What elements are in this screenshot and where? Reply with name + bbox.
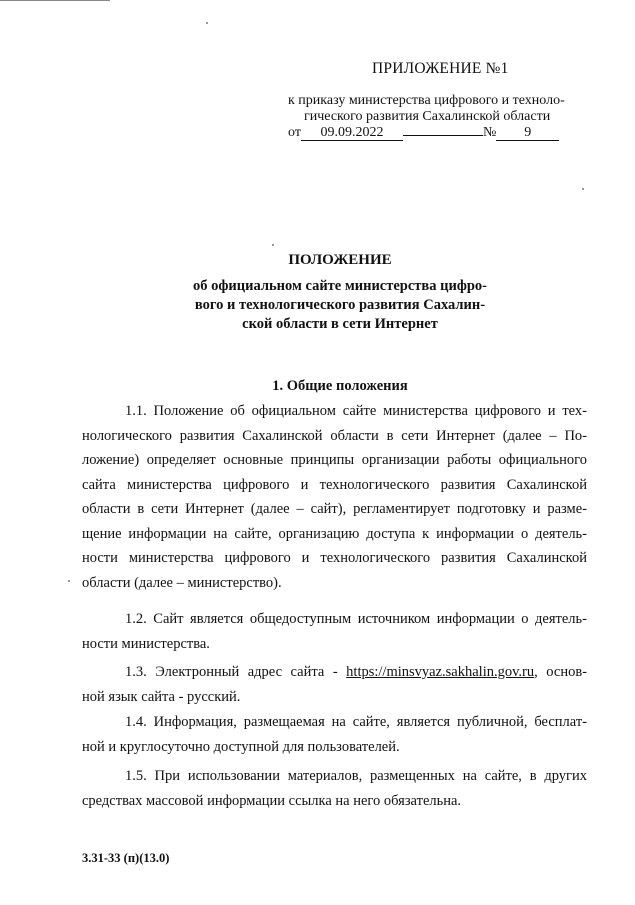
order-date-line [288, 125, 588, 141]
paragraph-line [82, 660, 587, 685]
date-blank [403, 135, 483, 136]
date-prefix: от [288, 125, 301, 140]
scan-speck [582, 188, 584, 190]
appendix-title: ПРИЛОЖЕНИЕ №1 [372, 60, 509, 77]
subtitle-line: об официальном сайте министерства цифро- [192, 278, 488, 294]
paragraph-line: ности министерства. [82, 635, 210, 652]
paragraph-line: ложение) определяет основные принципы организации работы официального [82, 452, 587, 468]
paragraph-line: 1.2. Сайт является общедоступным источником информации о деятель- [125, 611, 587, 627]
order-reference [288, 93, 588, 141]
paragraph-line: нологического развития Сахалинской области в сети Интернет (далее – По- [82, 427, 587, 444]
site-url-link[interactable]: https://minsvyaz.sakhalin.gov.ru [346, 664, 535, 680]
paragraph-line: средствах массовой информации ссылка на него обязательна. [82, 792, 462, 809]
footer-code: 3.31-33 (п)(13.0) [82, 851, 170, 865]
number-prefix: № [482, 125, 497, 140]
subtitle-line: ской области в сети Интернет [242, 316, 438, 332]
subtitle-line: вого и технологического развития Сахалин- [194, 297, 486, 313]
paragraph-line: 1.5. При использовании материалов, размещенных на сайте, в других [125, 768, 587, 784]
section-heading: 1. Общие положения [272, 378, 408, 394]
paragraph-text: , основ- [534, 664, 587, 680]
paragraph-text: 1.3. Электронный адрес сайта - [125, 664, 347, 680]
paragraph-line: 1.1. Положение об официальном сайте министерства цифрового и тех- [125, 403, 587, 419]
paragraph-line: ной и круглосуточно доступной для пользователей. [82, 738, 400, 755]
paragraph-line: ности министерства цифрового и технологического развития Сахалинской [82, 550, 587, 566]
paragraph-line: ной язык сайта - русский. [82, 688, 241, 705]
order-date: 09.09.2022 [301, 125, 403, 141]
paragraph-line: 1.4. Информация, размещаемая на сайте, является публичной, бесплат- [125, 714, 587, 730]
order-ref-line-1: к приказу министерства цифрового и техноло- [288, 93, 565, 108]
paragraph-1-5 [82, 764, 587, 813]
paragraph-1-3 [82, 660, 587, 709]
document-subtitle [0, 277, 635, 334]
paragraph-line: сайта министерства цифрового и технологического развития Сахалинской [82, 476, 587, 493]
document-title: ПОЛОЖЕНИЕ [288, 252, 392, 268]
scan-artifact-line [0, 0, 110, 1]
paragraph-line: щение информации на сайте, организацию доступа к информации о деятель- [82, 525, 587, 542]
paragraph-1-4 [82, 710, 587, 759]
paragraph-line: области в сети Интернет (далее – сайт), регламентирует подготовку и разме- [82, 501, 587, 517]
scan-speck [68, 580, 70, 582]
order-number: 9 [496, 125, 559, 141]
paragraph-line: области (далее – министерство). [82, 574, 282, 591]
paragraph-1-1 [82, 399, 587, 595]
scan-speck [206, 22, 208, 24]
scan-speck [272, 244, 274, 246]
paragraph-1-2 [82, 607, 587, 656]
order-ref-line-2: гического развития Сахалинской области [304, 109, 551, 124]
